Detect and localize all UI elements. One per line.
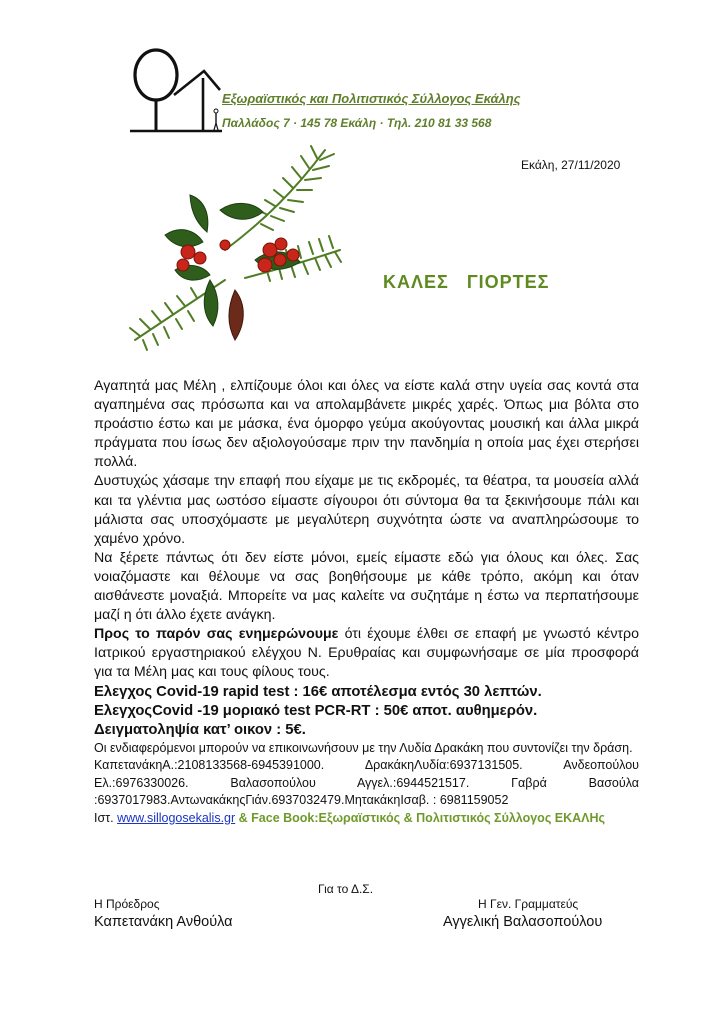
club-logo: [130, 45, 222, 135]
announcement-text: ότι έχουμε έλθει σε επαφή με γνωστό κέντρο Ιατρικού εργαστηριακού ελέγχου Ν. Ερυθραίας και συμφωνήσαμε σε μία προσφορά για τα Μέλη μας και τους φίλους τους.: [94, 626, 639, 681]
website-line: [94, 810, 639, 828]
secretary-name: Αγγελική Βαλασοπούλου: [443, 914, 603, 930]
board-signature-label: Για το Δ.Σ.: [318, 882, 374, 896]
secretary-title: Η Γεν. Γραμματεύς: [478, 897, 579, 911]
letter-body: [94, 377, 639, 827]
holly-decoration-image: [95, 140, 365, 370]
website-label: Ιστ.: [94, 810, 118, 825]
greeting-heading: ΚΑΛΕΣ ΓΙΟΡΤΕΣ: [383, 272, 550, 292]
announcement-lead: Προς το παρόν σας ενημερώνουμε: [94, 626, 339, 643]
offer-home-sampling: Δειγματοληψία κατ’ οικον : 5€.: [94, 721, 306, 738]
offer-rapid-test: Ελεγχος Covid-19 rapid test : 16€ αποτέλεσμα εντός 30 λεπτών.: [94, 683, 542, 700]
paragraph-announcement: [94, 625, 639, 682]
offer-pcr-test: ΕλεγχοςCovid -19 μοριακό test PCR-RT : 50€ αποτ. αυθημερόν.: [94, 702, 538, 719]
paragraph-excursions: Δυστυχώς χάσαμε την επαφή που είχαμε με τις εκδρομές, τα θέατρα, τα μουσεία αλλά και τα γλέντια μας ωστόσο είμαστε σίγουροι ότι σύντομα θα τα ξεκινήσουμε πάλι και μάλιστα σας υποσχόμαστε με μεγαλύτερη συχνότητα ώστε να αναπληρώσουμε το χαμένο χρόνο.: [94, 473, 639, 547]
paragraph-support: Να ξέρετε πάντως ότι δεν είστε μόνοι, εμείς είμαστε εδώ για όλους και όλες. Σας νοιαζόμαστε και θέλουμε να σας βοηθήσουμε με κάθε τρόπο, ακόμη και όταν αισθάνεστε μοναξιά. Μπορείτε να μας καλείτε να συζητάμε η έστω να περπατήσουμε μαζί η ότι άλλο έχετε ανάγκη.: [94, 549, 639, 624]
website-link[interactable]: www.sillogosekalis.gr: [117, 810, 236, 825]
organization-name: Εξωραϊστικός και Πολιτιστικός Σύλλογος Εκάλης: [222, 91, 521, 106]
contact-phones: ΚαπετανάκηΑ.:2108133568-6945391000. ΔρακάκηΛυδία:6937131505. Ανδεοπούλου Ελ.:6976330026. Βαλασοπούλου Αγγελ.:6944521517. Γαβρά Βασούλα :6937017983.ΑντωνακάκηςΓιάν.6937032479.ΜητακάκηΙσαβ. : 6981159052: [94, 758, 639, 808]
facebook-text: & Face Book:Εξωραϊστικός & Πολιτιστικός Σύλλογος ΕΚΑΛΗς: [235, 810, 606, 825]
letter-date: Εκάλη, 27/11/2020: [521, 158, 621, 172]
contact-intro: Οι ενδιαφερόμενοι μπορούν να επικοινωνήσουν με την Λυδία Δρακάκη που συντονίζει την δράση.: [94, 740, 633, 755]
president-title: Η Πρόεδρος: [94, 897, 160, 911]
organization-address: Παλλάδος 7 · 145 78 Εκάλη · Τηλ. 210 81 33 568: [222, 116, 492, 130]
paragraph-members: Αγαπητά μας Μέλη , ελπίζουμε όλοι και όλες να είστε καλά στην υγεία σας κοντά στα αγαπημένα σας πρόσωπα και να απολαμβάνετε μικρές χαρές. Όπως μια βόλτα στο προάστιο έστω και με μάσκα, ένα όμορφο γεύμα ακούγοντας μουσική και άλλα μικρά πράγματα που ίσως δεν αξιολογούσαμε πριν την πανδημία η οποία μας έχει στερήσει πολλά.: [94, 378, 639, 471]
president-name: Καπετανάκη Ανθούλα: [94, 914, 233, 930]
